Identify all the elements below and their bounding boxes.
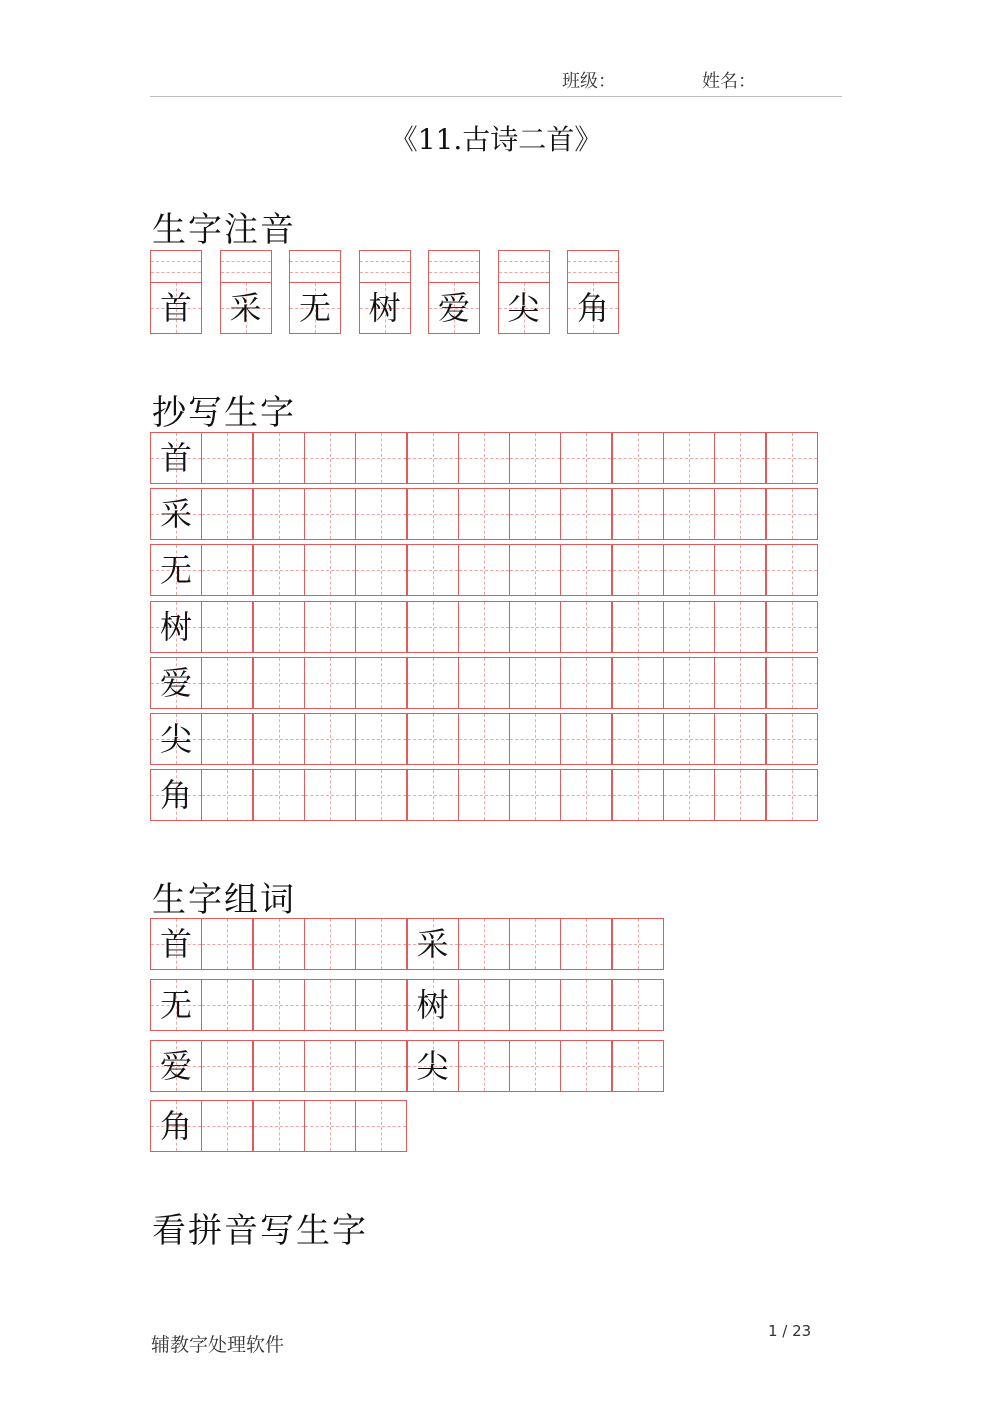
copy-practice-cell[interactable] [458,544,510,596]
copy-practice-cell[interactable] [355,769,407,821]
copy-practice-cell[interactable] [766,432,818,484]
copy-practice-cell[interactable] [766,544,818,596]
copy-practice-cell[interactable] [253,713,305,765]
character: 树 [416,985,449,1024]
copy-practice-cell[interactable] [458,432,510,484]
copy-sample-cell[interactable] [150,544,202,596]
copy-practice-cell[interactable] [458,488,510,540]
copy-practice-cell[interactable] [766,769,818,821]
copy-practice-cell[interactable] [766,601,818,653]
copy-practice-cell[interactable] [714,657,766,709]
annotate-cell[interactable] [150,282,202,334]
copy-practice-cell[interactable] [766,657,818,709]
copy-practice-cell[interactable] [560,544,612,596]
copy-practice-cell[interactable] [560,657,612,709]
word-practice-cell[interactable] [253,979,305,1031]
character: 采 [416,925,449,963]
copy-practice-cell[interactable] [714,544,766,596]
word-practice-cell[interactable] [201,979,253,1031]
pinyin-box[interactable] [567,250,619,282]
copy-practice-cell[interactable] [714,769,766,821]
copy-practice-cell[interactable] [612,544,664,596]
copy-practice-cell[interactable] [355,488,407,540]
copy-practice-cell[interactable] [355,544,407,596]
copy-practice-cell[interactable] [509,769,561,821]
copy-practice-cell[interactable] [304,713,356,765]
character: 爱 [159,1046,192,1085]
word-sample-cell[interactable] [407,1040,459,1092]
copy-practice-cell[interactable] [560,432,612,484]
word-practice-cell[interactable] [612,918,664,970]
character: 角 [576,289,609,327]
word-practice-cell[interactable] [612,979,664,1031]
copy-practice-cell[interactable] [355,432,407,484]
copy-practice-cell[interactable] [560,769,612,821]
name-label: 姓名： [702,71,756,92]
copy-practice-cell[interactable] [766,488,818,540]
copy-practice-cell[interactable] [407,713,459,765]
copy-practice-cell[interactable] [663,488,715,540]
copy-practice-cell[interactable] [714,601,766,653]
copy-practice-cell[interactable] [458,769,510,821]
character: 树 [368,289,401,327]
annotate-cell[interactable] [428,282,480,334]
copy-practice-cell[interactable] [663,432,715,484]
copy-practice-cell[interactable] [407,432,459,484]
word-practice-cell[interactable] [304,918,356,970]
word-practice-cell[interactable] [355,1040,407,1092]
copy-sample-cell[interactable] [150,769,202,821]
copy-practice-cell[interactable] [304,769,356,821]
copy-practice-cell[interactable] [407,769,459,821]
copy-practice-cell[interactable] [201,488,253,540]
section-title-words: 生字组词 [152,880,296,920]
copy-practice-cell[interactable] [201,657,253,709]
copy-practice-cell[interactable] [458,657,510,709]
copy-practice-cell[interactable] [560,713,612,765]
annotate-cell[interactable] [359,282,411,334]
copy-practice-cell[interactable] [458,601,510,653]
word-practice-cell[interactable] [253,1040,305,1092]
word-practice-cell[interactable] [560,1040,612,1092]
word-practice-cell[interactable] [560,918,612,970]
word-practice-cell[interactable] [304,1100,356,1152]
character: 采 [229,289,262,327]
section-title-annotate: 生字注音 [152,210,296,250]
copy-practice-cell[interactable] [612,713,664,765]
character: 爱 [437,289,470,327]
character: 尖 [159,720,192,758]
copy-practice-cell[interactable] [253,769,305,821]
word-sample-cell[interactable] [150,1100,202,1152]
copy-practice-cell[interactable] [201,601,253,653]
word-practice-cell[interactable] [458,1040,510,1092]
copy-practice-cell[interactable] [407,657,459,709]
copy-practice-cell[interactable] [355,601,407,653]
word-sample-cell[interactable] [407,918,459,970]
copy-practice-cell[interactable] [509,544,561,596]
annotate-cell[interactable] [567,282,619,334]
copy-practice-cell[interactable] [355,657,407,709]
class-label: 班级： [562,71,616,92]
copy-practice-cell[interactable] [201,432,253,484]
pinyin-box[interactable] [359,250,411,282]
copy-practice-cell[interactable] [355,713,407,765]
word-practice-cell[interactable] [201,1100,253,1152]
character: 首 [159,925,192,963]
copy-practice-cell[interactable] [714,713,766,765]
section-title-copy: 抄写生字 [152,393,296,433]
character: 无 [159,551,192,590]
word-sample-cell[interactable] [150,979,202,1031]
copy-sample-cell[interactable] [150,432,202,484]
word-practice-cell[interactable] [612,1040,664,1092]
pinyin-box[interactable] [498,250,550,282]
copy-practice-cell[interactable] [714,432,766,484]
copy-practice-cell[interactable] [509,657,561,709]
copy-practice-cell[interactable] [201,713,253,765]
character: 采 [159,495,192,534]
pinyin-box[interactable] [220,250,272,282]
word-practice-cell[interactable] [304,1040,356,1092]
copy-practice-cell[interactable] [201,769,253,821]
copy-sample-cell[interactable] [150,657,202,709]
copy-sample-cell[interactable] [150,488,202,540]
pinyin-box[interactable] [289,250,341,282]
copy-practice-cell[interactable] [201,544,253,596]
character: 角 [159,1107,192,1146]
copy-practice-cell[interactable] [663,544,715,596]
word-practice-cell[interactable] [509,918,561,970]
pinyin-box[interactable] [150,250,202,282]
document-title: 《11.古诗二首》 [389,123,603,156]
copy-practice-cell[interactable] [509,713,561,765]
copy-practice-cell[interactable] [304,657,356,709]
copy-practice-cell[interactable] [253,544,305,596]
copy-practice-cell[interactable] [560,488,612,540]
word-sample-cell[interactable] [407,979,459,1031]
header-divider [150,96,842,97]
copy-practice-cell[interactable] [560,601,612,653]
copy-practice-cell[interactable] [458,713,510,765]
copy-practice-cell[interactable] [407,601,459,653]
copy-practice-cell[interactable] [612,657,664,709]
copy-practice-cell[interactable] [509,488,561,540]
character: 无 [298,289,331,327]
word-practice-cell[interactable] [560,979,612,1031]
copy-practice-cell[interactable] [612,601,664,653]
character: 尖 [507,289,540,327]
copy-practice-cell[interactable] [663,657,715,709]
copy-sample-cell[interactable] [150,713,202,765]
word-practice-cell[interactable] [509,1040,561,1092]
character: 首 [159,289,192,327]
character: 爱 [159,663,192,702]
character: 角 [159,776,192,815]
copy-practice-cell[interactable] [304,488,356,540]
copy-practice-cell[interactable] [714,488,766,540]
copy-practice-cell[interactable] [612,769,664,821]
copy-practice-cell[interactable] [304,601,356,653]
character: 尖 [416,1046,449,1085]
word-practice-cell[interactable] [253,1100,305,1152]
word-practice-cell[interactable] [355,1100,407,1152]
annotate-cell[interactable] [220,282,272,334]
footer-software: 辅教字处理软件 [151,1334,285,1356]
annotate-cell[interactable] [289,282,341,334]
copy-practice-cell[interactable] [612,432,664,484]
annotate-cell[interactable] [498,282,550,334]
copy-practice-cell[interactable] [509,601,561,653]
copy-practice-cell[interactable] [612,488,664,540]
copy-practice-cell[interactable] [407,488,459,540]
copy-practice-cell[interactable] [766,713,818,765]
copy-practice-cell[interactable] [253,657,305,709]
character: 无 [159,985,192,1024]
pinyin-box[interactable] [428,250,480,282]
copy-practice-cell[interactable] [663,601,715,653]
word-practice-cell[interactable] [355,979,407,1031]
word-sample-cell[interactable] [150,918,202,970]
word-practice-cell[interactable] [253,918,305,970]
copy-sample-cell[interactable] [150,601,202,653]
copy-practice-cell[interactable] [304,544,356,596]
word-practice-cell[interactable] [458,979,510,1031]
word-practice-cell[interactable] [201,1040,253,1092]
copy-practice-cell[interactable] [253,432,305,484]
copy-practice-cell[interactable] [253,601,305,653]
character: 首 [159,439,192,477]
copy-practice-cell[interactable] [253,488,305,540]
page-number: 1 / 23 [768,1322,812,1340]
copy-practice-cell[interactable] [304,432,356,484]
word-practice-cell[interactable] [355,918,407,970]
character: 树 [159,607,192,646]
word-sample-cell[interactable] [150,1040,202,1092]
copy-practice-cell[interactable] [663,769,715,821]
copy-practice-cell[interactable] [663,713,715,765]
section-title-pinyin-write: 看拼音写生字 [152,1211,368,1251]
word-practice-cell[interactable] [509,979,561,1031]
word-practice-cell[interactable] [304,979,356,1031]
word-practice-cell[interactable] [201,918,253,970]
copy-practice-cell[interactable] [509,432,561,484]
copy-practice-cell[interactable] [407,544,459,596]
word-practice-cell[interactable] [458,918,510,970]
